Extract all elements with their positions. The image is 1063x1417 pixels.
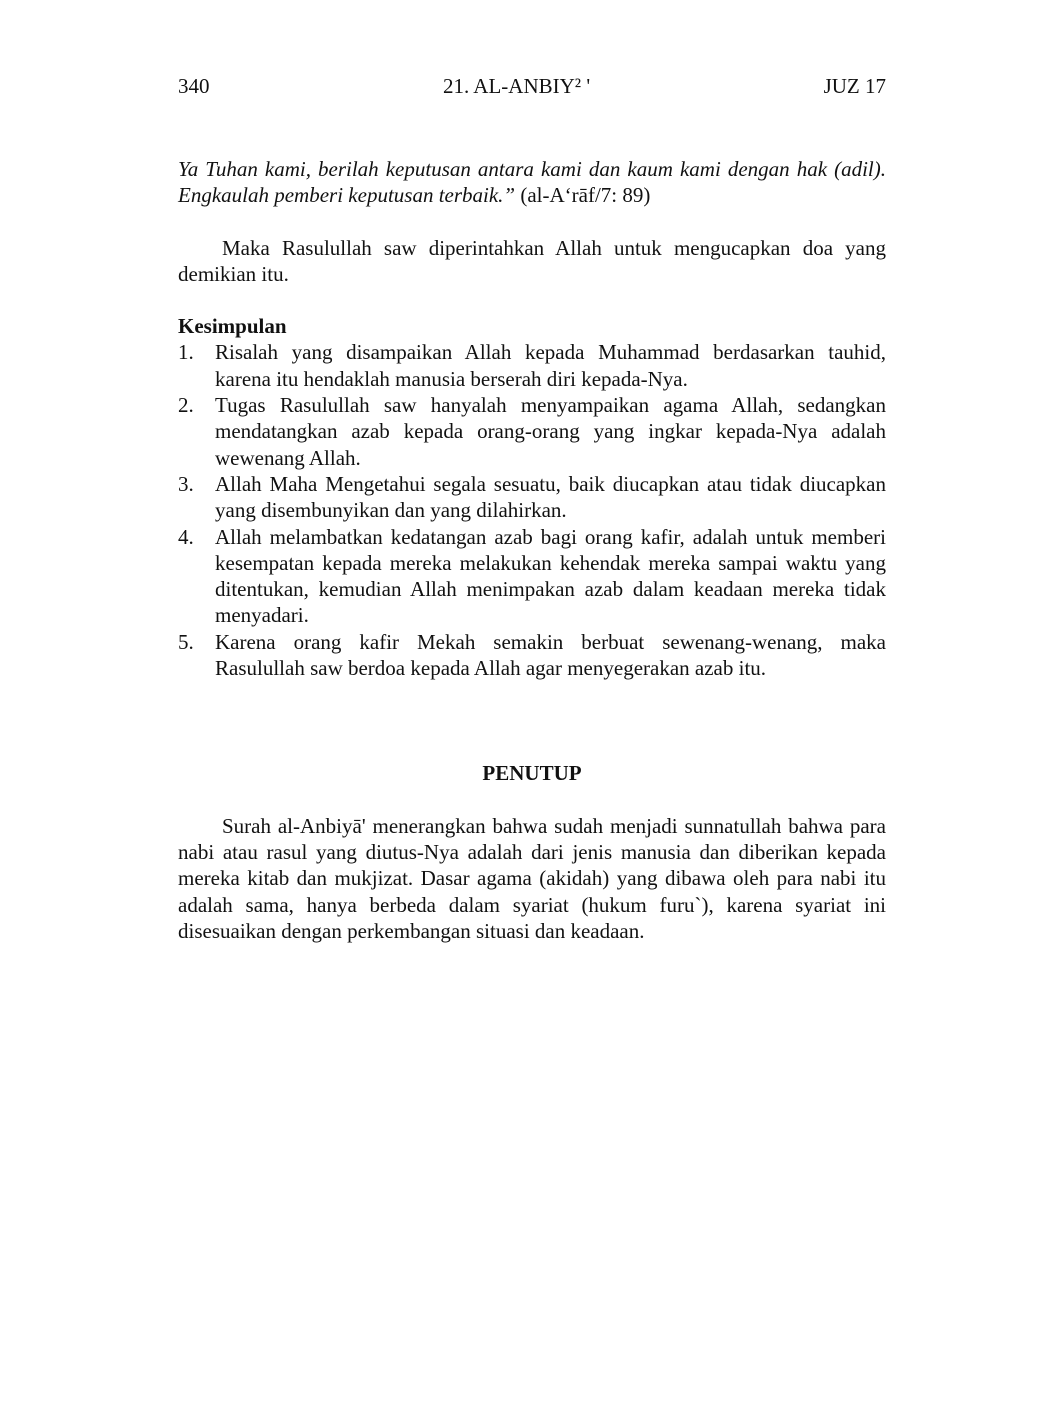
quote-paragraph [178, 156, 886, 209]
list-item [178, 629, 886, 682]
list-text: Allah melambatkan kedatangan azab bagi orang kafir, adalah untuk memberi kesempatan kepada mereka melakukan kehendak mereka sampai waktu yang ditentukan, kemudian Allah menimpakan azab dalam keadaan mereka tidak menyadari. [215, 524, 886, 628]
page-number: 340 [178, 74, 210, 98]
conclusion-heading: Kesimpulan [178, 314, 287, 339]
conclusion-list [178, 339, 886, 681]
list-item [178, 339, 886, 392]
list-number: 2. [178, 393, 194, 418]
list-text: Karena orang kafir Mekah semakin berbuat sewenang-wenang, maka Rasulullah saw berdoa kepada Allah agar menyegerakan azab itu. [215, 629, 886, 681]
quote-italic: Ya Tuhan kami, berilah keputusan antara kami dan kaum kami dengan hak (adil). Engkaulah pemberi keputusan terbaik.” [178, 157, 886, 208]
list-text: Tugas Rasulullah saw hanyalah menyampaikan agama Allah, sedangkan mendatangkan azab kepada orang-orang yang ingkar kepada-Nya adalah wewenang Allah. [215, 393, 886, 470]
list-item [178, 471, 886, 524]
chapter-title: 21. AL-ANBIY² ' [442, 74, 591, 98]
running-header [178, 70, 886, 102]
list-text: Risalah yang disampaikan Allah kepada Muhammad berdasarkan tauhid, karena itu hendaklah manusia berserah diri kepada-Nya. [215, 340, 886, 391]
closing-paragraph: Surah al-Anbiyā' menerangkan bahwa sudah menjadi sunnatullah bahwa para nabi atau rasul yang diutus-Nya adalah dari jenis manusia dan diberikan kepada mereka kitab dan mukjizat. Dasar agama (akidah) yang dibawa oleh para nabi itu adalah sama, hanya berbeda dalam syariat (hukum furu`), karena syariat ini disesuaikan dengan perkembangan situasi dan keadaan. [178, 813, 886, 943]
list-number: 4. [178, 524, 194, 549]
juz-label: JUZ 17 [823, 74, 886, 98]
document-page [178, 70, 886, 944]
list-number: 3. [178, 471, 194, 496]
list-text: Allah Maha Mengetahui segala sesuatu, baik diucapkan atau tidak diucapkan yang disembunyikan dan yang dilahirkan. [215, 471, 886, 523]
body-paragraph: Maka Rasulullah saw diperintahkan Allah untuk mengucapkan doa yang demikian itu. [178, 235, 886, 286]
list-item [178, 524, 886, 629]
closing-heading: PENUTUP [482, 761, 582, 786]
list-item [178, 392, 886, 471]
list-number: 1. [178, 340, 194, 365]
list-number: 5. [178, 629, 194, 654]
quote-reference: (al-A‘rāf/7: 89) [515, 183, 651, 208]
